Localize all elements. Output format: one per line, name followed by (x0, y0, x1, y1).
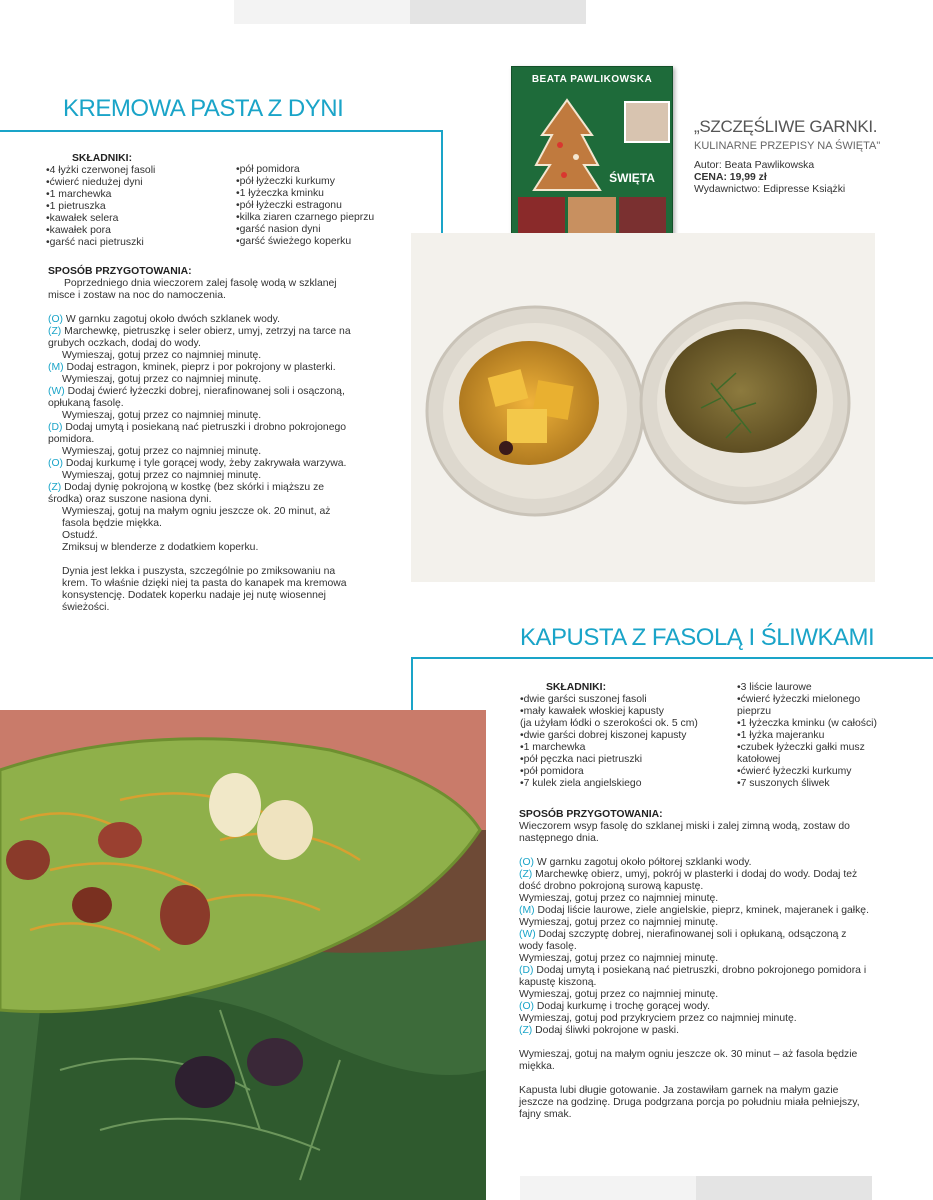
recipe2-para2: Kapusta lubi długie gotowanie. Ja zostawiłam garnek na małym gazie jeszcze na godzinę. Druga podgrzana porcja po południu miała pełniejszy, fajny smak. (519, 1085, 860, 1120)
book-cover-author: BEATA PAWLIKOWSKA (531, 74, 653, 85)
photo-cabbage-dish (0, 710, 486, 1200)
step-letter: (Z) (519, 869, 533, 880)
top-tab-right (410, 0, 586, 24)
step-text: Dodaj estragon, kminek, pieprz i por pokrojony w plasterki. (66, 362, 336, 373)
list-item: katołowej (737, 754, 781, 765)
list-item: •7 kulek ziela angielskiego (520, 778, 642, 789)
step-letter: (D) (519, 965, 534, 976)
recipe1-method (48, 266, 360, 614)
gingerbread-tree-icon (532, 95, 602, 195)
step-letter: (O) (519, 1001, 535, 1012)
step-letter: (Z) (48, 326, 62, 337)
list-item: •ćwierć łyżeczki mielonego (737, 694, 861, 705)
step-text: Dodaj kurkumę i trochę gorącej wody. (536, 1001, 710, 1012)
step-follow: Wymieszaj, gotuj przez co najmniej minutę. (519, 893, 719, 904)
list-item: •pół pomidora (236, 164, 300, 175)
recipe1-step (48, 482, 360, 506)
step-follow: Wymieszaj, gotuj przez co najmniej minutę. (62, 446, 262, 457)
step-letter: (D) (48, 422, 63, 433)
list-item: •pół łyżeczki estragonu (236, 200, 342, 211)
list-item: •ćwierć łyżeczki kurkumy (737, 766, 852, 777)
step-text: W garnku zagotuj około półtorej szklanki wody. (536, 857, 752, 868)
top-tab-left (234, 0, 410, 24)
recipe1-intro: Poprzedniego dnia wieczorem zalej fasolę wodą w szklanej misce i zostaw na noc do namoczenia. (48, 278, 337, 301)
recipe2-step (519, 869, 871, 893)
recipe2-intro: Wieczorem wsyp fasolę do szklanej miski i zalej zimną wodą, zostaw do następnego dnia. (519, 821, 850, 844)
recipe2-title: KAPUSTA Z FASOLĄ I ŚLIWKAMI (520, 624, 875, 651)
recipe2-step (519, 965, 871, 989)
list-item: •dwie garści suszonej fasoli (520, 694, 647, 705)
recipe2-ingredients (520, 682, 920, 790)
recipe1-title: KREMOWA PASTA Z DYNI (63, 95, 344, 122)
step-follow: Wymieszaj, gotuj przez co najmniej minutę. (62, 350, 262, 361)
recipe1-step (48, 458, 360, 470)
list-item: (ja użyłam łódki o szerokości ok. 5 cm) (520, 718, 698, 729)
book-price (694, 172, 914, 184)
step-text: Marchewkę, pietruszkę i seler obierz, umyj, zetrzyj na tarce na grubych oczkach, dodaj do wody. (48, 326, 351, 349)
list-item: •kawałek pora (46, 225, 111, 236)
step-text: Marchewkę obierz, umyj, pokrój w plasterki i dodaj do wody. Dodaj też dość drobno pokrojoną surową kapustę. (519, 869, 858, 892)
step-follow: Wymieszaj, gotuj przez co najmniej minutę. (62, 470, 262, 481)
list-item: •ćwierć niedużej dyni (46, 177, 143, 188)
recipe2-step (519, 1025, 871, 1037)
list-item: •garść naci pietruszki (46, 237, 144, 248)
list-item: •pół łyżeczki kurkumy (236, 176, 335, 187)
recipe2-step (519, 929, 871, 953)
step-text: Dodaj dynię pokrojoną w kostkę (bez skórki i miąższu ze środka) oraz suszone nasiona dyni. (48, 482, 325, 505)
list-item: •7 suszonych śliwek (737, 778, 830, 789)
book-price-label: CENA: (694, 172, 727, 183)
list-item: •mały kawałek włoskiej kapusty (520, 706, 664, 717)
list-item: •1 marchewka (46, 189, 112, 200)
list-item: •4 łyżki czerwonej fasoli (46, 165, 156, 176)
step-text: W garnku zagotuj około dwóch szklanek wody. (65, 314, 280, 325)
recipe1-ingredients-col1 (46, 165, 236, 249)
recipe1-ingredients (46, 153, 426, 249)
recipe1-step (48, 362, 360, 374)
list-item: •1 łyżeczka kminku (w całości) (737, 718, 877, 729)
recipe1-title-rule (0, 130, 443, 132)
list-item: •kilka ziaren czarnego pieprzu (236, 212, 375, 223)
recipe1-step (48, 314, 360, 326)
list-item: •garść nasion dyni (236, 224, 321, 235)
step-letter: (M) (519, 905, 535, 916)
recipe2-ingredients-label: SKŁADNIKI: (546, 682, 607, 693)
recipe1-step (48, 422, 360, 446)
step-text: Dodaj umytą i posiekaną nać pietruszki i drobno pokrojonego pomidora. (48, 422, 347, 445)
list-item: •1 łyżeczka kminku (236, 188, 324, 199)
recipe2-ingredients-col1 (520, 694, 737, 790)
list-item: •1 łyżka majeranku (737, 730, 825, 741)
step-text: Dodaj szczyptę dobrej, nierafinowanej soli i opłukaną, odsączoną z wody fasolę. (519, 929, 847, 952)
recipe2-step (519, 1001, 871, 1013)
list-item: •kawałek selera (46, 213, 119, 224)
list-item: •1 marchewka (520, 742, 586, 753)
photo-bowls (411, 233, 875, 582)
book-publisher: Wydawnictwo: Edipresse Książki (694, 184, 846, 195)
list-item: pieprzu (737, 706, 772, 717)
recipe2-step (519, 857, 871, 869)
list-item: •garść świeżego koperku (236, 236, 352, 247)
step-text: Dodaj kurkumę i tyle gorącej wody, żeby zakrywała warzywa. (65, 458, 347, 469)
book-cover-photo (624, 101, 670, 143)
step-letter: (O) (519, 857, 535, 868)
step-follow: Wymieszaj, gotuj przez co najmniej minutę. (62, 374, 262, 385)
step-letter: (M) (48, 362, 64, 373)
cabbage-dish-image (0, 710, 486, 1200)
step-follow: Wymieszaj, gotuj przez co najmniej minutę. (519, 989, 719, 1000)
recipe2-ingredients-col2 (737, 682, 877, 790)
list-item: •pół pęczka naci pietruszki (520, 754, 643, 765)
step-letter: (Z) (48, 482, 62, 493)
recipe2-method (519, 809, 871, 1121)
book-author: Autor: Beata Pawlikowska (694, 160, 815, 171)
step-follow: Wymieszaj, gotuj przez co najmniej minutę. (519, 953, 719, 964)
recipe1-method-label: SPOSÓB PRZYGOTOWANIA: (48, 266, 192, 277)
recipe1-ingredients-col2 (236, 164, 374, 249)
step-letter: (O) (48, 458, 64, 469)
step-follow: Wymieszaj, gotuj przez co najmniej minutę. (519, 917, 719, 928)
step-follow: Zmiksuj w blenderze z dodatkiem koperku. (62, 542, 259, 553)
step-text: Dodaj śliwki pokrojone w paski. (535, 1025, 679, 1036)
step-follow: Wymieszaj, gotuj przez co najmniej minutę. (62, 410, 262, 421)
book-cover-title: ŚWIĘTA (609, 171, 655, 185)
recipe1-step (48, 386, 360, 410)
step-letter: (O) (48, 314, 64, 325)
book-price-value: 19,99 zł (729, 172, 767, 183)
bottom-tab-right (696, 1176, 872, 1200)
bowls-image (411, 233, 875, 582)
step-letter: (Z) (519, 1025, 533, 1036)
recipe1-step (48, 326, 360, 350)
bottom-tab-left (520, 1176, 696, 1200)
step-follow: Wymieszaj, gotuj na małym ogniu jeszcze ok. 20 minut, aż fasola będzie miękka. (62, 506, 331, 529)
recipe2-para1: Wymieszaj, gotuj na małym ogniu jeszcze ok. 30 minut – aż fasola będzie miękka. (519, 1049, 858, 1072)
book-subtitle: KULINARNE PRZEPISY NA ŚWIĘTA" (694, 140, 881, 152)
book-title: „SZCZĘŚLIWE GARNKI. (694, 117, 878, 136)
recipe2-title-rule (411, 657, 933, 659)
book-cover (511, 66, 673, 250)
book-info (694, 117, 914, 196)
step-follow: Wymieszaj, gotuj pod przykryciem przez co najmniej minutę. (519, 1013, 797, 1024)
step-follow: Ostudź. (62, 530, 98, 541)
list-item: •czubek łyżeczki gałki musz (737, 742, 865, 753)
step-text: Dodaj ćwierć łyżeczki dobrej, nierafinowanej soli i osączoną, opłukaną fasolę. (48, 386, 345, 409)
book-cover-photo-strip (518, 197, 666, 233)
step-letter: (W) (48, 386, 65, 397)
step-letter: (W) (519, 929, 536, 940)
recipe1-ingredients-label: SKŁADNIKI: (72, 153, 133, 164)
recipe1-outro: Dynia jest lekka i puszysta, szczególnie po zmiksowaniu na krem. To właśnie dzięki niej ta pasta do kanapek ma kremowa konsystencję. Dodatek koperku nadaje jej nutę wiosennej świeżości. (62, 566, 347, 613)
recipe2-method-label: SPOSÓB PRZYGOTOWANIA: (519, 809, 663, 820)
list-item: •dwie garści dobrej kiszonej kapusty (520, 730, 687, 741)
recipe2-step (519, 905, 871, 917)
list-item: •1 pietruszka (46, 201, 106, 212)
list-item: •3 liście laurowe (737, 682, 812, 693)
list-item: •pół pomidora (520, 766, 584, 777)
step-text: Dodaj umytą i posiekaną nać pietruszki, drobno pokrojonego pomidora i kapustę kiszoną. (519, 965, 867, 988)
step-text: Dodaj liście laurowe, ziele angielskie, pieprz, kminek, majeranek i gałkę. (537, 905, 869, 916)
